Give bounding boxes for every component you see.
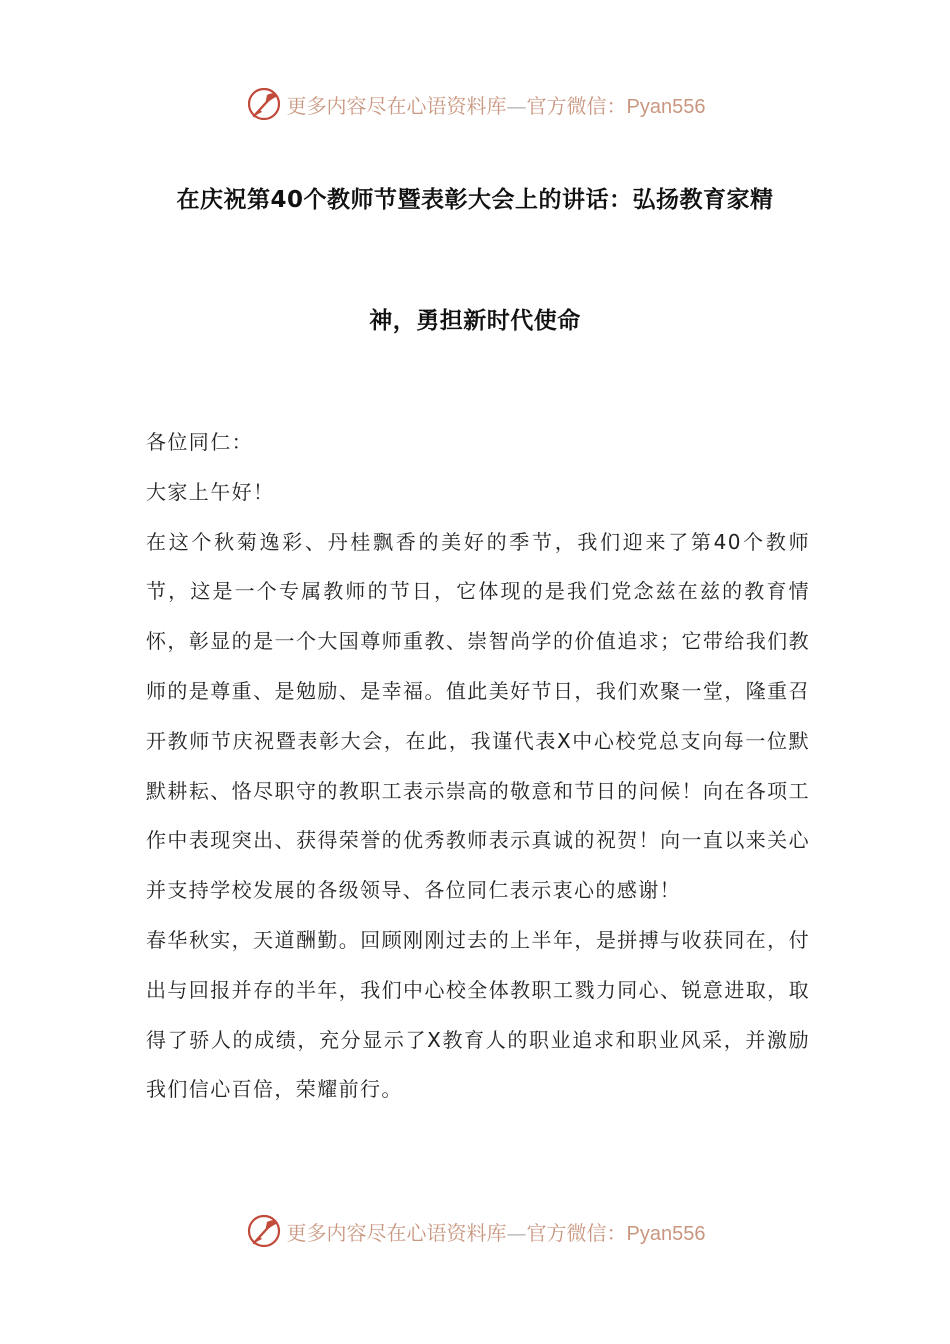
body-paragraph-1: 在这个秋菊逸彩、丹桂飘香的美好的季节，我们迎来了第40个教师节，这是一个专属教师的节日，它体现的是我们党念兹在兹的教育情怀，彰显的是一个大国尊师重教、崇智尚学的价值追求；它带给我们教师的是尊重、是勉励、是幸福。值此美好节日，我们欢聚一堂，隆重召开教师节庆祝暨表彰大会，在此，我谨代表X中心校党总支向每一位默默耕耘、恪尽职守的教职工表示崇高的敬意和节日的问候！向在各项工作中表现突出、获得荣誉的优秀教师表示真诚的祝贺！向一直以来关心并支持学校发展的各级领导、各位同仁表示衷心的感谢！ — [146, 529, 810, 903]
salutation-paragraph: 各位同仁： — [146, 430, 253, 454]
body-paragraph-2: 春华秋实，天道酬勤。回顾刚刚过去的上半年，是拼搏与收获同在，付出与回报并存的半年，我们中心校全体教职工戮力同心、锐意进取，取得了骄人的成绩，充分显示了X教育人的职业追求和职业风采，并激励我们信心百倍，荣耀前行。 — [146, 927, 810, 1102]
footer-watermark-banner — [0, 1209, 950, 1253]
quill-logo-icon — [245, 85, 283, 123]
banner-dash: — — [506, 1220, 527, 1245]
banner-wechat-id: Pyan556 — [626, 95, 706, 118]
banner-wechat-label: 官方微信： — [526, 1220, 627, 1245]
banner-text: 更多内容尽在心语资料库 — [286, 93, 507, 118]
banner-wechat-label: 官方微信： — [526, 93, 627, 118]
header-watermark-banner — [0, 82, 950, 126]
banner-dash: — — [506, 93, 527, 118]
document-body — [146, 418, 810, 1115]
document-title-line-1: 在庆祝第40个教师节暨表彰大会上的讲话：弘扬教育家精 — [176, 187, 774, 213]
document-title-line-2: 神，勇担新时代使命 — [369, 308, 581, 334]
greeting-paragraph: 大家上午好！ — [146, 479, 275, 504]
quill-logo-icon — [245, 1212, 283, 1250]
banner-wechat-id: Pyan556 — [626, 1222, 706, 1245]
banner-text: 更多内容尽在心语资料库 — [286, 1220, 507, 1245]
